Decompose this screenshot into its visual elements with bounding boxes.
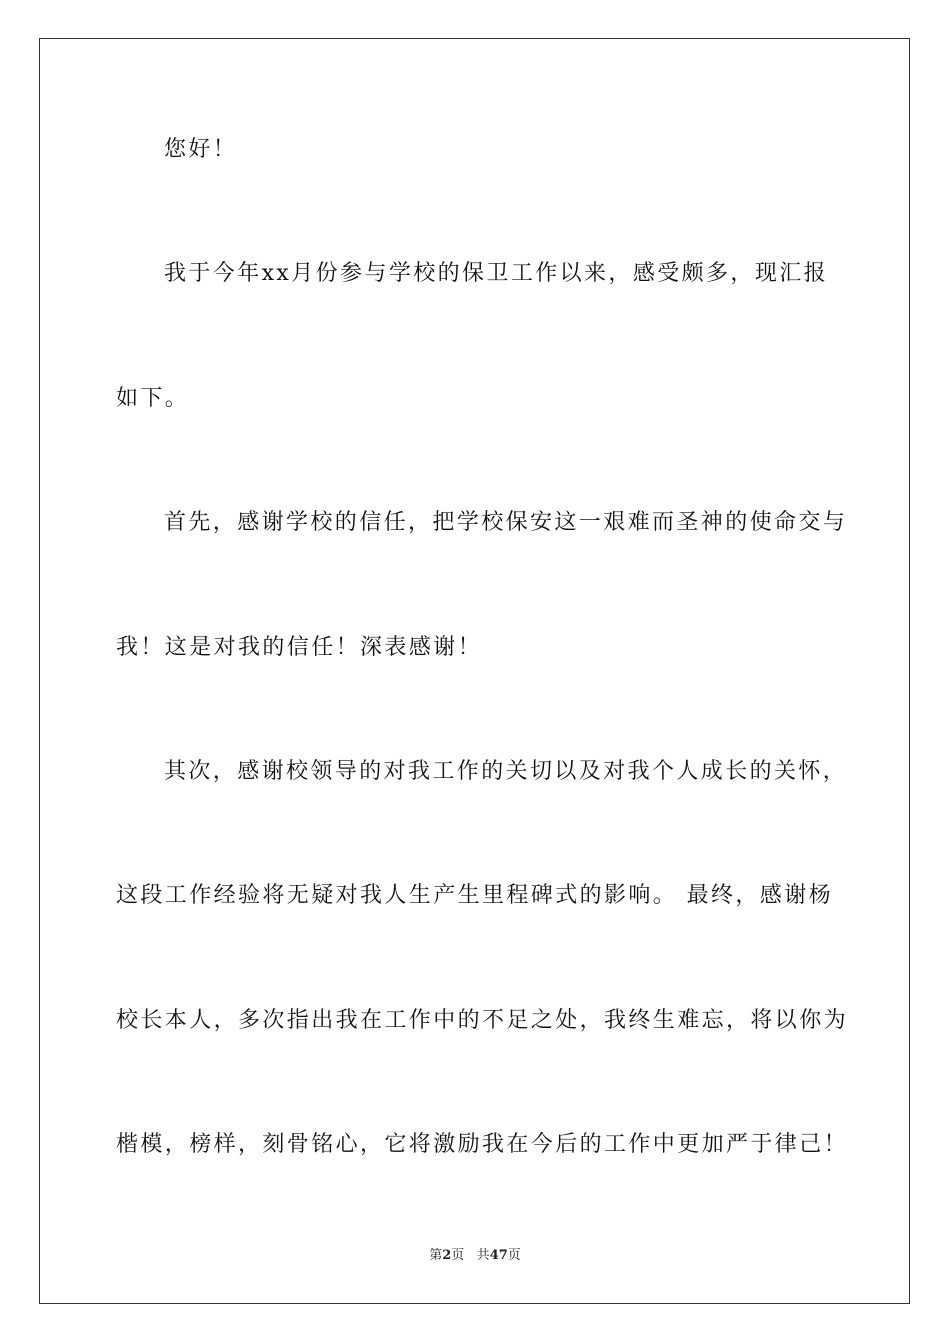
paragraph-line: 您好！ [164,137,238,162]
paragraph-line: 这段工作经验将无疑对我人生产生里程碑式的影响。 最终，感谢杨 [116,883,833,908]
paragraph-line: 楷模，榜样，刻骨铭心，它将激励我在今后的工作中更加严于律己！ [116,1132,849,1157]
paragraph-line: 如下。 [116,386,190,411]
total-pages: 47 [489,1248,508,1263]
paragraph-line: 首先，感谢学校的信任，把学校保安这一艰难而圣神的使命交与 [164,510,848,535]
paragraph-line: 我！这是对我的信任！深表感谢！ [116,635,483,660]
page-suffix: 页 [451,1248,465,1263]
total-suffix: 页 [507,1248,521,1263]
page-number: 2 [442,1248,452,1263]
paragraph-line: 其次，感谢校领导的对我工作的关切以及对我个人成长的关怀， [164,759,848,784]
paragraph-line: 我于今年xx月份参与学校的保卫工作以来，感受颇多，现汇报 [164,261,829,286]
paragraph-line: 校长本人，多次指出我在工作中的不足之处，我终生难忘，将以你为 [116,1008,849,1033]
page-prefix: 第 [429,1248,443,1263]
page-border [39,38,910,1304]
page-footer [0,1244,950,1263]
total-prefix: 共 [476,1248,490,1263]
